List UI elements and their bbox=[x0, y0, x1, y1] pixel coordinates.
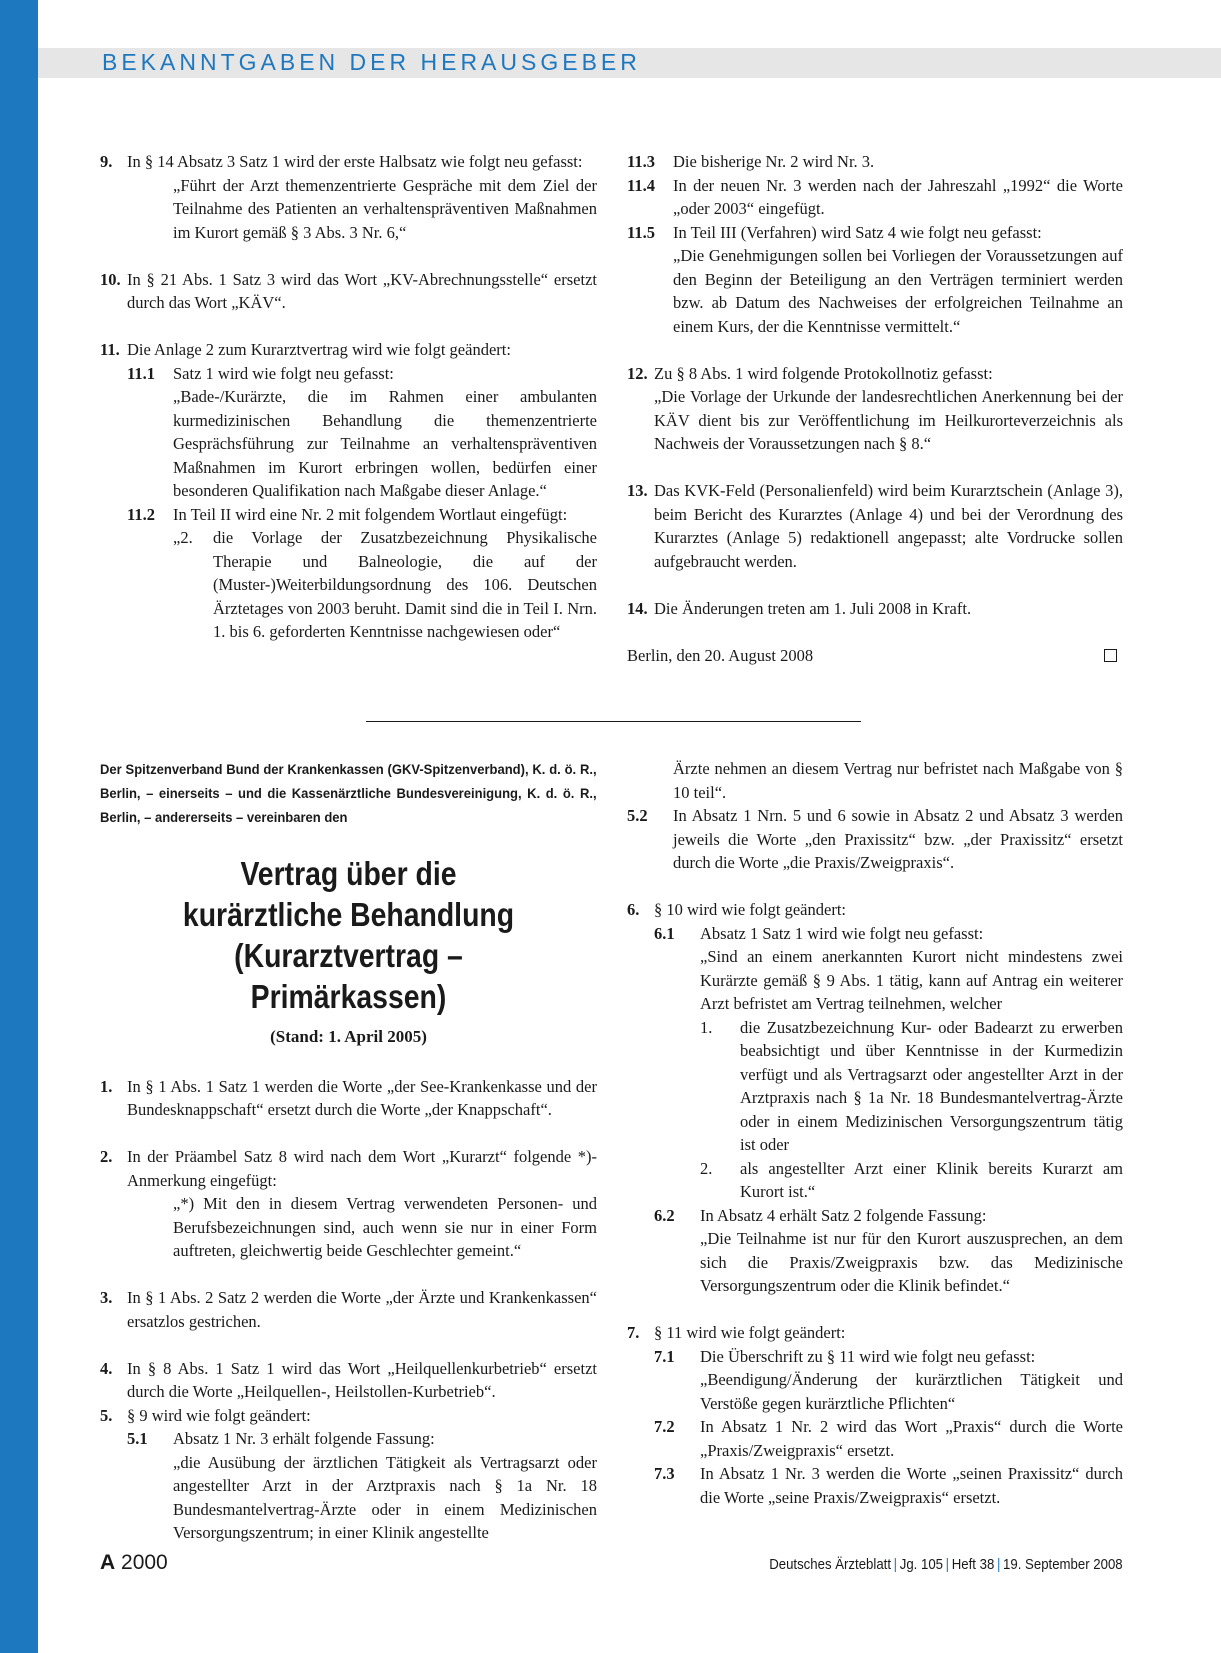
amendment-item-11 bbox=[100, 338, 597, 644]
amendment-item-9 bbox=[100, 150, 597, 244]
sub-item-11-5 bbox=[627, 221, 1123, 339]
item-number: 7. bbox=[627, 1323, 640, 1342]
quoted-text: „die Ausübung der ärztlichen Tätigkeit als Vertragsarzt oder angestellter Arzt in der Arztpraxis nach § 1a Nr. 18 Bundesmantelvertrag-Ärzte oder in einem Medizinischen Versorgungszentrum; in einer Klinik angestellte bbox=[173, 1452, 597, 1542]
sub-item-11-4 bbox=[627, 174, 1123, 221]
enumeration-number: 1. bbox=[700, 1017, 713, 1037]
item-number: 5. bbox=[100, 1405, 113, 1425]
amendment-item-10 bbox=[100, 268, 597, 315]
enumeration-item bbox=[700, 1016, 1123, 1157]
item-text: In § 1 Abs. 1 Satz 1 werden die Worte „der See-Krankenkasse und der Bundesknappschaft“ ersetzt durch die Worte „der Knappschaft“. bbox=[127, 1076, 597, 1119]
quoted-text: „Sind an einem anerkannten Kurort nicht mindestens zwei Kurärzte gemäß § 9 Abs. 1 tätig, kann auf Antrag ein weiterer Arzt befristet am Vertrag teilnehmen, welcher bbox=[700, 947, 1123, 1013]
quoted-text: Ärzte nehmen an diesem Vertrag nur befristet nach Maßgabe von § 10 teil“. bbox=[673, 759, 1123, 802]
bottom-left-column bbox=[100, 757, 597, 1545]
sub-item-text: In Teil II wird eine Nr. 2 mit folgendem Wortlaut eingefügt: bbox=[173, 504, 568, 524]
signature-line bbox=[627, 644, 1123, 668]
sub-item-number: 6.2 bbox=[654, 1205, 675, 1225]
section-divider bbox=[366, 721, 861, 722]
sub-item-number: 6.1 bbox=[654, 923, 675, 943]
quoted-text: „Beendigung/Änderung der kurärztlichen Tätigkeit und Verstöße gegen kurärztliche Pflichten“ bbox=[700, 1370, 1123, 1413]
quoted-text: „Die Vorlage der Urkunde der landesrechtlichen Anerkennung bei der KÄV dient bis zur Veröffentlichung im Heilkurorteverzeichnis als Nachweis der Voraussetzungen nach § 8.“ bbox=[654, 387, 1123, 453]
item-text: Die Anlage 2 zum Kurarztvertrag wird wie folgt geändert: bbox=[127, 340, 511, 359]
sub-item-5-1 bbox=[127, 1427, 597, 1545]
amendment-item-7 bbox=[627, 1321, 1123, 1509]
enumeration-text: als angestellter Arzt einer Klinik bereits Kurarzt am Kurort ist.“ bbox=[740, 1158, 1123, 1201]
item-number: 4. bbox=[100, 1358, 113, 1378]
enumeration-text: die Vorlage der Zusatzbezeichnung Physikalische Therapie und Balneologie, die auf der (Muster-)Weiterbildungsordnung des 106. Deutschen Ärztetages von 2003 beruht. Damit sind die in Teil I. Nrn. 1. bis 6. geforderten Kenntnisse nachgewiesen oder“ bbox=[213, 528, 597, 641]
sub-item-5-2 bbox=[627, 804, 1123, 875]
sub-item-text: Absatz 1 Satz 1 wird wie folgt neu gefasst: bbox=[700, 923, 984, 943]
item-text: In § 8 Abs. 1 Satz 1 wird das Wort „Heilquellenkurbetrieb“ ersetzt durch die Worte „Heilquellen-, Heilstollen-Kurbetrieb“. bbox=[127, 1358, 597, 1401]
journal-volume: Jg. 105 bbox=[900, 1556, 944, 1573]
item-number: 12. bbox=[627, 363, 648, 383]
item-text: § 9 wird wie folgt geändert: bbox=[127, 1405, 311, 1425]
amendment-item-3 bbox=[100, 1286, 597, 1333]
sub-item-11-3 bbox=[627, 150, 1123, 174]
sub-item-number: 5.2 bbox=[627, 806, 648, 825]
title-line: kurärztliche Behandlung bbox=[182, 896, 515, 933]
quoted-text: „*) Mit den in diesem Vertrag verwendeten Personen- und Berufsbezeichnungen sind, auch wenn sie nur in einer Form auftreten, gleichwertig beide Geschlechter gemeint.“ bbox=[173, 1194, 597, 1260]
quoted-text: „Die Genehmigungen sollen bei Vorliegen der Voraussetzungen auf den Beginn der Beteiligung an den Verträgen terminiert werden bzw. ab Datum des Nachweises der erfolgreichen Teilnahme an einem Kurs, der die Kenntnisse vermittelt.“ bbox=[673, 246, 1123, 336]
sub-item-text: Absatz 1 Nr. 3 erhält folgende Fassung: bbox=[173, 1429, 435, 1448]
item-number: 11. bbox=[100, 340, 120, 359]
amendment-item-13 bbox=[627, 479, 1123, 573]
sub-item-11-1 bbox=[127, 362, 597, 503]
bottom-right-column bbox=[627, 757, 1123, 1509]
place-and-date: Berlin, den 20. August 2008 bbox=[627, 645, 814, 665]
enumeration-item bbox=[173, 526, 597, 644]
title-line: Vertrag über die bbox=[240, 855, 457, 892]
sub-item-number: 7.1 bbox=[654, 1346, 675, 1366]
contract-intro: Der Spitzenverband Bund der Krankenkassen (GKV-Spitzenverband), K. d. ö. R., Berlin, – einerseits – und die Kassenärztliche Bundesvereinigung, K. d. ö. R., Berlin, – andererseits – vereinbaren den bbox=[100, 761, 597, 825]
item-number: 14. bbox=[627, 598, 648, 618]
contract-title bbox=[135, 853, 562, 1017]
amendment-item-6 bbox=[627, 898, 1123, 1298]
enumeration-item bbox=[700, 1157, 1123, 1204]
footer-separator: | bbox=[946, 1556, 950, 1573]
contract-status-date: (Stand: 1. April 2005) bbox=[270, 1027, 427, 1046]
title-line: (Kurarztvertrag – Primärkassen) bbox=[234, 937, 463, 1015]
item-text: In § 14 Absatz 3 Satz 1 wird der erste Halbsatz wie folgt neu gefasst: bbox=[127, 152, 583, 171]
item-text: In der Präambel Satz 8 wird nach dem Wort „Kurarzt“ folgende *)-Anmerkung eingefügt: bbox=[127, 1147, 597, 1190]
amendment-item-12 bbox=[627, 362, 1123, 456]
footer-separator: | bbox=[893, 1556, 898, 1573]
sub-item-number: 11.5 bbox=[627, 222, 655, 242]
sub-item-6-1 bbox=[654, 922, 1123, 1204]
item-text: § 11 wird wie folgt geändert: bbox=[654, 1323, 846, 1342]
quoted-text: „Bade-/Kurärzte, die im Rahmen einer ambulanten kurmedizinischen Behandlung die themenzentrierte Gesprächsführung zur Teilnahme an verhaltenspräventiven Maßnahmen im Kurort erbringen wollen, bedürfen einer besonderen Qualifikation nach Maßgabe dieser Anlage.“ bbox=[173, 387, 597, 500]
sub-item-number: 11.1 bbox=[127, 363, 155, 383]
sub-item-number: 11.4 bbox=[627, 175, 655, 195]
item-number: 13. bbox=[627, 481, 648, 500]
item-text: § 10 wird wie folgt geändert: bbox=[654, 900, 846, 919]
quoted-text: „Führt der Arzt themenzentrierte Gespräche mit dem Ziel der Teilnahme des Patienten an verhaltenspräventiven Maßnahmen im Kurort gemäß § 3 Abs. 3 Nr. 6,“ bbox=[173, 175, 597, 242]
sub-item-text: Satz 1 wird wie folgt neu gefasst: bbox=[173, 363, 394, 383]
page-prefix: A bbox=[100, 1551, 116, 1574]
item-text: Die Änderungen treten am 1. Juli 2008 in Kraft. bbox=[654, 598, 972, 618]
sub-item-5-1-continued bbox=[627, 757, 1123, 804]
sub-item-7-1 bbox=[654, 1345, 1123, 1416]
sub-item-text: Die bisherige Nr. 2 wird Nr. 3. bbox=[673, 152, 875, 171]
sub-item-7-2 bbox=[654, 1415, 1123, 1462]
item-number: 6. bbox=[627, 900, 640, 919]
sub-item-text: In Absatz 1 Nr. 2 wird das Wort „Praxis“ durch die Worte „Praxis/Zweigpraxis“ ersetzt. bbox=[700, 1417, 1123, 1460]
sub-item-7-3 bbox=[654, 1462, 1123, 1509]
item-text: Zu § 8 Abs. 1 wird folgende Protokollnotiz gefasst: bbox=[654, 363, 993, 383]
sub-item-text: In Absatz 1 Nr. 3 werden die Worte „seinen Praxissitz“ durch die Worte „seine Praxis/Zweigpraxis“ ersetzt. bbox=[700, 1464, 1123, 1507]
amendment-item-14 bbox=[627, 597, 1123, 621]
sub-item-6-2 bbox=[654, 1204, 1123, 1298]
amendment-item-2 bbox=[100, 1145, 597, 1263]
enumeration-number: „2. bbox=[173, 528, 193, 547]
sub-item-text: Die Überschrift zu § 11 wird wie folgt neu gefasst: bbox=[700, 1346, 1036, 1366]
item-text: In § 21 Abs. 1 Satz 3 wird das Wort „KV-Abrechnungsstelle“ ersetzt durch das Wort „KÄV“. bbox=[127, 269, 597, 312]
sub-item-text: In Absatz 4 erhält Satz 2 folgende Fassung: bbox=[700, 1205, 987, 1225]
enumeration-text: die Zusatzbezeichnung Kur- oder Badearzt zu erwerben beabsichtigt und über Kenntnisse in der Kurmedizin verfügt und als Vertragsarzt oder angestellter Arzt in der Arztpraxis nach § 1a Nr. 18 Bundesmantelvertrag-Ärzte oder in einem Medizinischen Versorgungszentrum tätig ist oder bbox=[740, 1017, 1123, 1154]
journal-date: 19. September 2008 bbox=[1003, 1556, 1123, 1573]
item-text: In § 1 Abs. 2 Satz 2 werden die Worte „der Ärzte und Krankenkassen“ ersatzlos gestrichen. bbox=[127, 1288, 597, 1331]
item-number: 9. bbox=[100, 152, 113, 171]
sub-item-text: In Absatz 1 Nrn. 5 und 6 sowie in Absatz 2 und Absatz 3 werden jeweils die Worte „den Praxissitz“ bzw. „der Praxissitz“ ersetzt durch die Worte „die Praxis/Zweigpraxis“. bbox=[673, 806, 1123, 872]
sub-item-11-2 bbox=[127, 503, 597, 644]
item-number: 2. bbox=[100, 1147, 113, 1166]
sub-item-number: 11.2 bbox=[127, 504, 155, 524]
top-left-column bbox=[100, 150, 597, 644]
page-number-value: 2000 bbox=[121, 1551, 168, 1574]
journal-name: Deutsches Ärzteblatt bbox=[769, 1556, 892, 1573]
journal-footer bbox=[770, 1556, 1123, 1573]
sub-item-number: 11.3 bbox=[627, 152, 655, 171]
item-number: 3. bbox=[100, 1288, 113, 1307]
sub-item-text: In der neuen Nr. 3 werden nach der Jahreszahl „1992“ die Worte „oder 2003“ eingefügt. bbox=[673, 175, 1123, 218]
sub-item-number: 7.3 bbox=[654, 1464, 675, 1483]
sub-item-number: 7.2 bbox=[654, 1417, 675, 1436]
end-mark-square-icon bbox=[1104, 649, 1117, 662]
amendment-item-1 bbox=[100, 1075, 597, 1122]
sub-item-text: In Teil III (Verfahren) wird Satz 4 wie folgt neu gefasst: bbox=[673, 222, 1042, 242]
top-right-column bbox=[627, 150, 1123, 667]
footer-separator: | bbox=[997, 1556, 1001, 1573]
quoted-text: „Die Teilnahme ist nur für den Kurort auszusprechen, an dem sich die Praxis/Zweigpraxis bzw. das Medizinische Versorgungszentrum oder die Klinik befindet.“ bbox=[700, 1229, 1123, 1295]
item-number: 1. bbox=[100, 1076, 113, 1096]
section-header: BEKANNTGABEN DER HERAUSGEBER bbox=[102, 49, 641, 75]
amendment-item-5 bbox=[100, 1404, 597, 1545]
amendment-item-4 bbox=[100, 1357, 597, 1404]
left-color-bar bbox=[0, 0, 38, 1653]
item-text: Das KVK-Feld (Personalienfeld) wird beim Kurarztschein (Anlage 3), beim Bericht des Kurarztes (Anlage 4) und bei der Verordnung des Kurarztes (Anlage 5) redaktionell angepasst; alte Vordrucke sollen aufgebraucht werden. bbox=[654, 481, 1123, 571]
enumeration-number: 2. bbox=[700, 1158, 713, 1178]
journal-issue: Heft 38 bbox=[952, 1556, 995, 1573]
page-number bbox=[100, 1551, 168, 1575]
sub-item-number: 5.1 bbox=[127, 1429, 148, 1448]
item-number: 10. bbox=[100, 269, 121, 289]
